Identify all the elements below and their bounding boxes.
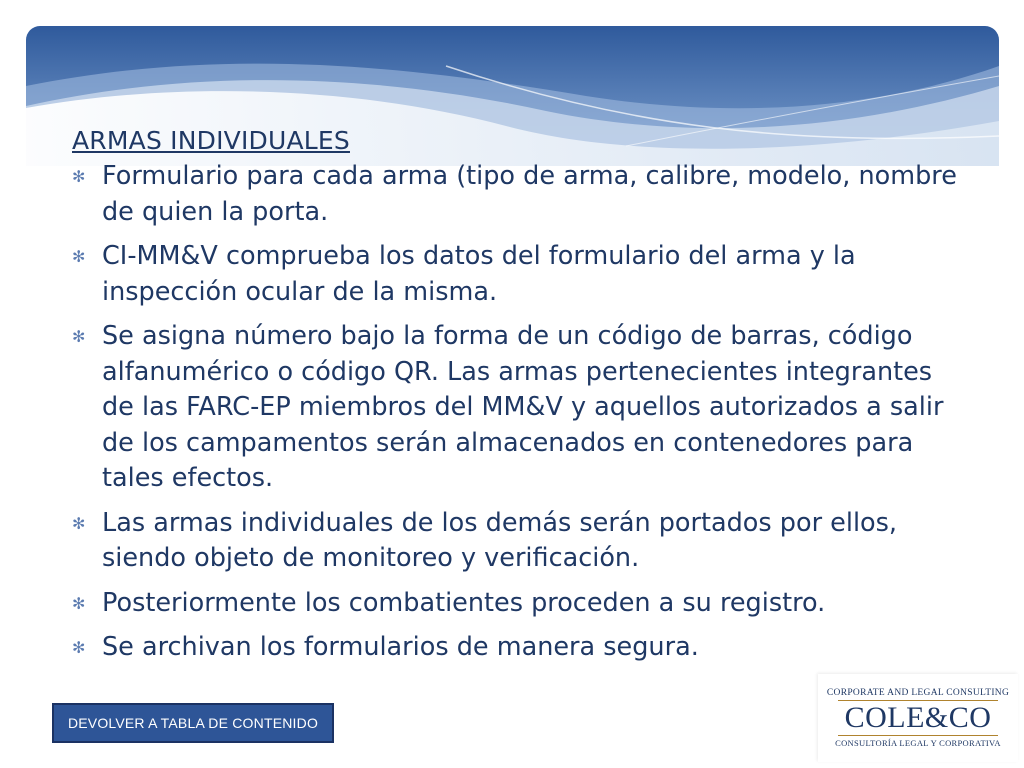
bullet-text: Se asigna número bajo la forma de un código de barras, código alfanumérico o código QR. Las armas pertenecientes integrantes de las FARC-EP miembros del MM&V y aquellos autorizados a salir de los campamentos serán almacenados en contenedores para tales efectos. <box>102 321 944 493</box>
logo-divider <box>838 735 998 736</box>
bullet-text: Se archivan los formularios de manera segura. <box>102 632 699 662</box>
bullet-text: CI-MM&V comprueba los datos del formulario del arma y la inspección ocular de la misma. <box>102 241 856 307</box>
bullet-text: Las armas individuales de los demás serán portados por ellos, siendo objeto de monitoreo y verificación. <box>102 507 898 573</box>
logo-name: COLE&CO <box>844 701 992 734</box>
logo-top-text: CORPORATE AND LEGAL CONSULTING <box>826 688 1010 698</box>
bullet-list <box>72 159 972 666</box>
bullet-asterisk-icon: ✻ <box>72 593 86 613</box>
back-to-contents-button[interactable]: DEVOLVER A TABLA DE CONTENIDO <box>52 703 334 743</box>
slide-content <box>72 124 972 675</box>
list-item <box>72 319 972 497</box>
slide-heading: ARMAS INDIVIDUALES <box>72 126 350 155</box>
bullet-asterisk-icon: ✻ <box>72 247 86 266</box>
bullet-text: Posteriormente los combatientes proceden a su registro. <box>102 587 826 618</box>
list-item <box>72 239 972 310</box>
bullet-asterisk-icon: ✻ <box>72 638 86 657</box>
logo-bottom-text: CONSULTORÍA LEGAL Y CORPORATIVA <box>835 738 1001 748</box>
list-item <box>72 506 972 577</box>
list-item <box>72 586 972 622</box>
company-logo <box>818 674 1018 762</box>
list-item <box>72 159 972 230</box>
bullet-asterisk-icon: ✻ <box>72 513 86 533</box>
bullet-asterisk-icon: ✻ <box>72 167 86 186</box>
list-item <box>72 630 972 666</box>
bullet-asterisk-icon: ✻ <box>72 327 86 346</box>
bullet-text: Formulario para cada arma (tipo de arma, calibre, modelo, nombre de quien la porta. <box>102 161 957 227</box>
